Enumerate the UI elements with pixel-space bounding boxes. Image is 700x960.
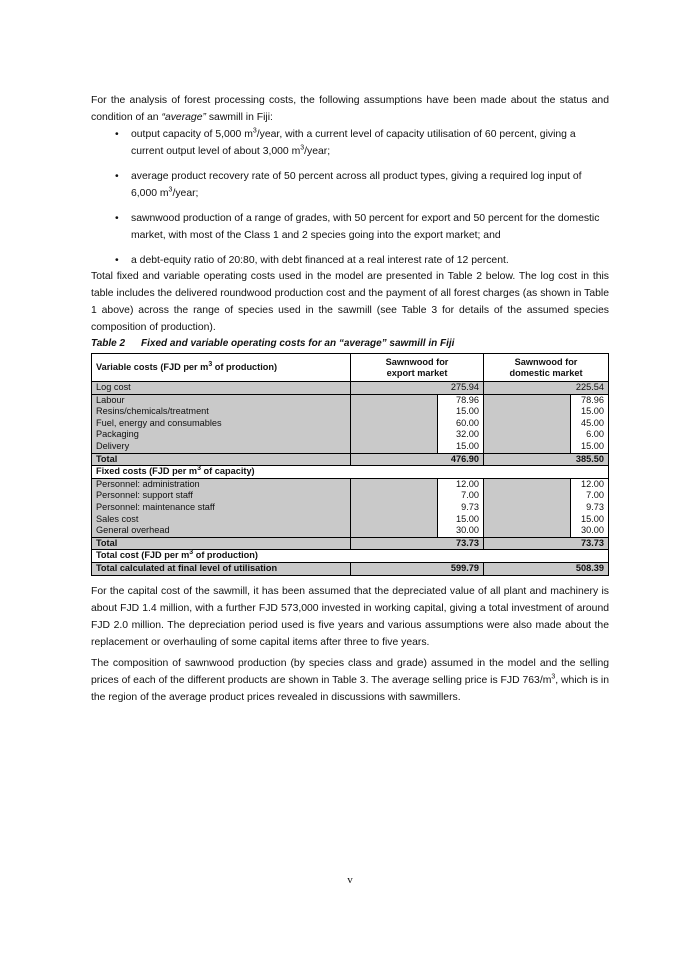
intro-emphasis: “average” xyxy=(161,112,206,123)
list-item: • average product recovery rate of 50 percent across all product types, giving a required log input of 6,000 $m^3$/year; xyxy=(91,168,609,202)
total-cost-header-row: Total cost (FJD per $m^3$ of production) xyxy=(92,550,609,563)
table-row: Personnel: administration 12.00 12.00 xyxy=(92,478,609,490)
list-item: • a debt-equity ratio of 20:80, with debt financed at a real interest rate of 12 percent. xyxy=(91,252,609,269)
table-caption-number: Table 2 xyxy=(91,338,126,349)
intro-text-before: For the analysis of forest processing costs, the following assumptions have been made about the status and condition of an xyxy=(91,95,609,123)
intro-text-after: sawmill in Fiji: xyxy=(205,112,273,123)
fixed-total-row: Total 73.73 73.73 xyxy=(92,537,609,550)
composition-paragraph: The composition of sawnwood production (by species class and grade) assumed in the model and the selling prices of each of the different products are shown in Table 3. The average selling price is FJD $763/m^3$, which is in the region of the average product prices revealed in discussions with sawmillers. xyxy=(91,658,609,703)
domestic-market-header: Sawnwood for domestic market xyxy=(484,354,609,382)
variable-costs-rows xyxy=(92,394,609,453)
table-row: Sales cost 15.00 15.00 xyxy=(92,514,609,526)
variable-total-row: Total 476.90 385.50 xyxy=(92,453,609,466)
table-row: Resins/chemicals/treatment 15.00 15.00 xyxy=(92,406,609,418)
table-row: Packaging 32.00 6.00 xyxy=(92,429,609,441)
capital-cost-paragraph: For the capital cost of the sawmill, it has been assumed that the depreciated value of all plant and machinery is about FJD 1.4 million, with a further FJD 573,000 invested in working capital, giving a total investment of around FJD 2.0 million. The depreciation period used is five years and various assumptions were also made about the replacement or overhauling of some capital items after three to five years. xyxy=(91,586,609,648)
table-row: General overhead 30.00 30.00 xyxy=(92,525,609,537)
bullet-icon: • xyxy=(115,213,119,224)
table-row: Personnel: maintenance staff 9.73 9.73 xyxy=(92,502,609,514)
table-caption xyxy=(91,337,609,351)
intro-paragraph xyxy=(91,92,609,126)
table-row: Personnel: support staff 7.00 7.00 xyxy=(92,490,609,502)
grand-total-row: Total calculated at final level of utilisation 599.79 508.39 xyxy=(92,562,609,575)
bullet-icon: • xyxy=(115,255,119,266)
list-item: • sawnwood production of a range of grades, with 50 percent for export and 50 percent for the domestic market, with most of the Class 1 and 2 species going into the export market; and xyxy=(91,210,609,244)
table-row: Labour 78.96 78.96 xyxy=(92,394,609,406)
table-row: Fuel, energy and consumables 60.00 45.00 xyxy=(92,418,609,430)
assumptions-list xyxy=(91,126,609,277)
export-market-header: Sawnwood for export market xyxy=(351,354,484,382)
fixed-costs-rows xyxy=(92,478,609,537)
list-item: • output capacity of 5,000 $m^3$/year, with a current level of capacity utilisation of 60 percent, giving a current output level of about 3,000 $m^3$/year; xyxy=(115,127,576,157)
page-number: v xyxy=(347,874,353,886)
variable-costs-header: Variable costs (FJD per $m^3$ of production) xyxy=(92,354,351,382)
table-row: Log cost 275.94 225.54 xyxy=(92,382,609,395)
table-header-row xyxy=(92,354,609,382)
bullet-icon: • xyxy=(115,171,119,182)
fixed-costs-header-row: Fixed costs (FJD per $m^3$ of capacity) xyxy=(92,466,609,479)
table-caption-text: Fixed and variable operating costs for an “average” sawmill in Fiji xyxy=(141,338,455,349)
bullet-icon: • xyxy=(115,129,119,140)
operating-costs-table xyxy=(91,353,609,576)
table-intro-paragraph: Total fixed and variable operating costs used in the model are presented in Table 2 below. The log cost in this table includes the delivered roundwood production cost and the payment of all forest charges (as shown in Table 1 above) across the range of species used in the sawmill (see Table 3 for details of the assumed species composition of production). xyxy=(91,271,609,333)
table-row: Delivery 15.00 15.00 xyxy=(92,441,609,453)
